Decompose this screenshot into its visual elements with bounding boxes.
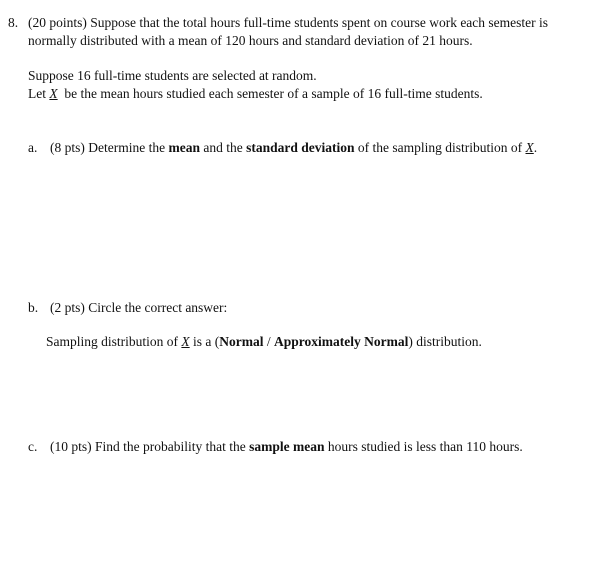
part-b-text: (2 pts) Circle the correct answer:	[50, 300, 228, 315]
part-a-text-pre: (8 pts) Determine the	[50, 140, 166, 155]
question-intro-line-2: normally distributed with a mean of 120 hours and standard deviation of 21 hours.	[28, 33, 473, 48]
part-b-sentence	[46, 334, 482, 350]
part-a-letter: a.	[28, 140, 38, 155]
part-a-period: .	[533, 140, 538, 155]
part-c-letter: c.	[28, 439, 38, 454]
part-c-sample-mean: sample mean	[249, 439, 325, 454]
intro-text-1: (20 points) Suppose that the total hours full-time students spent on course work each semester is	[28, 15, 549, 30]
setup-line-1: Suppose 16 full-time students are selected at random.	[28, 68, 317, 83]
part-b-sentence-pre: Sampling distribution of	[46, 334, 179, 349]
question-intro-line-1	[8, 15, 548, 31]
let-word: Let	[28, 86, 46, 101]
option-normal[interactable]: Normal	[219, 334, 264, 349]
part-b	[28, 300, 227, 316]
x-bar-symbol: X	[525, 140, 534, 155]
part-a	[28, 140, 537, 156]
part-c-text-post: hours studied is less than 110 hours.	[327, 439, 523, 454]
question-number: 8.	[8, 15, 19, 30]
part-a-sd-phrase: standard deviation	[246, 140, 355, 155]
part-a-text-post: of the sampling distribution of	[357, 140, 523, 155]
part-c	[28, 439, 523, 455]
part-b-is-a: is a (	[193, 334, 220, 349]
part-b-sentence-post: ) distribution.	[408, 334, 482, 349]
part-b-letter: b.	[28, 300, 39, 315]
option-slash: /	[263, 334, 275, 349]
x-bar-symbol: X	[49, 86, 58, 101]
part-c-text-pre: (10 pts) Find the probability that the	[50, 439, 246, 454]
option-approximately-normal[interactable]: Approximately Normal	[274, 334, 409, 349]
part-a-mean-word: mean	[168, 140, 200, 155]
setup-line-2	[28, 86, 483, 102]
part-a-and-the: and the	[203, 140, 243, 155]
x-bar-symbol: X	[181, 334, 190, 349]
setup-line-2-rest: be the mean hours studied each semester of a sample of 16 full-time students.	[64, 86, 483, 101]
